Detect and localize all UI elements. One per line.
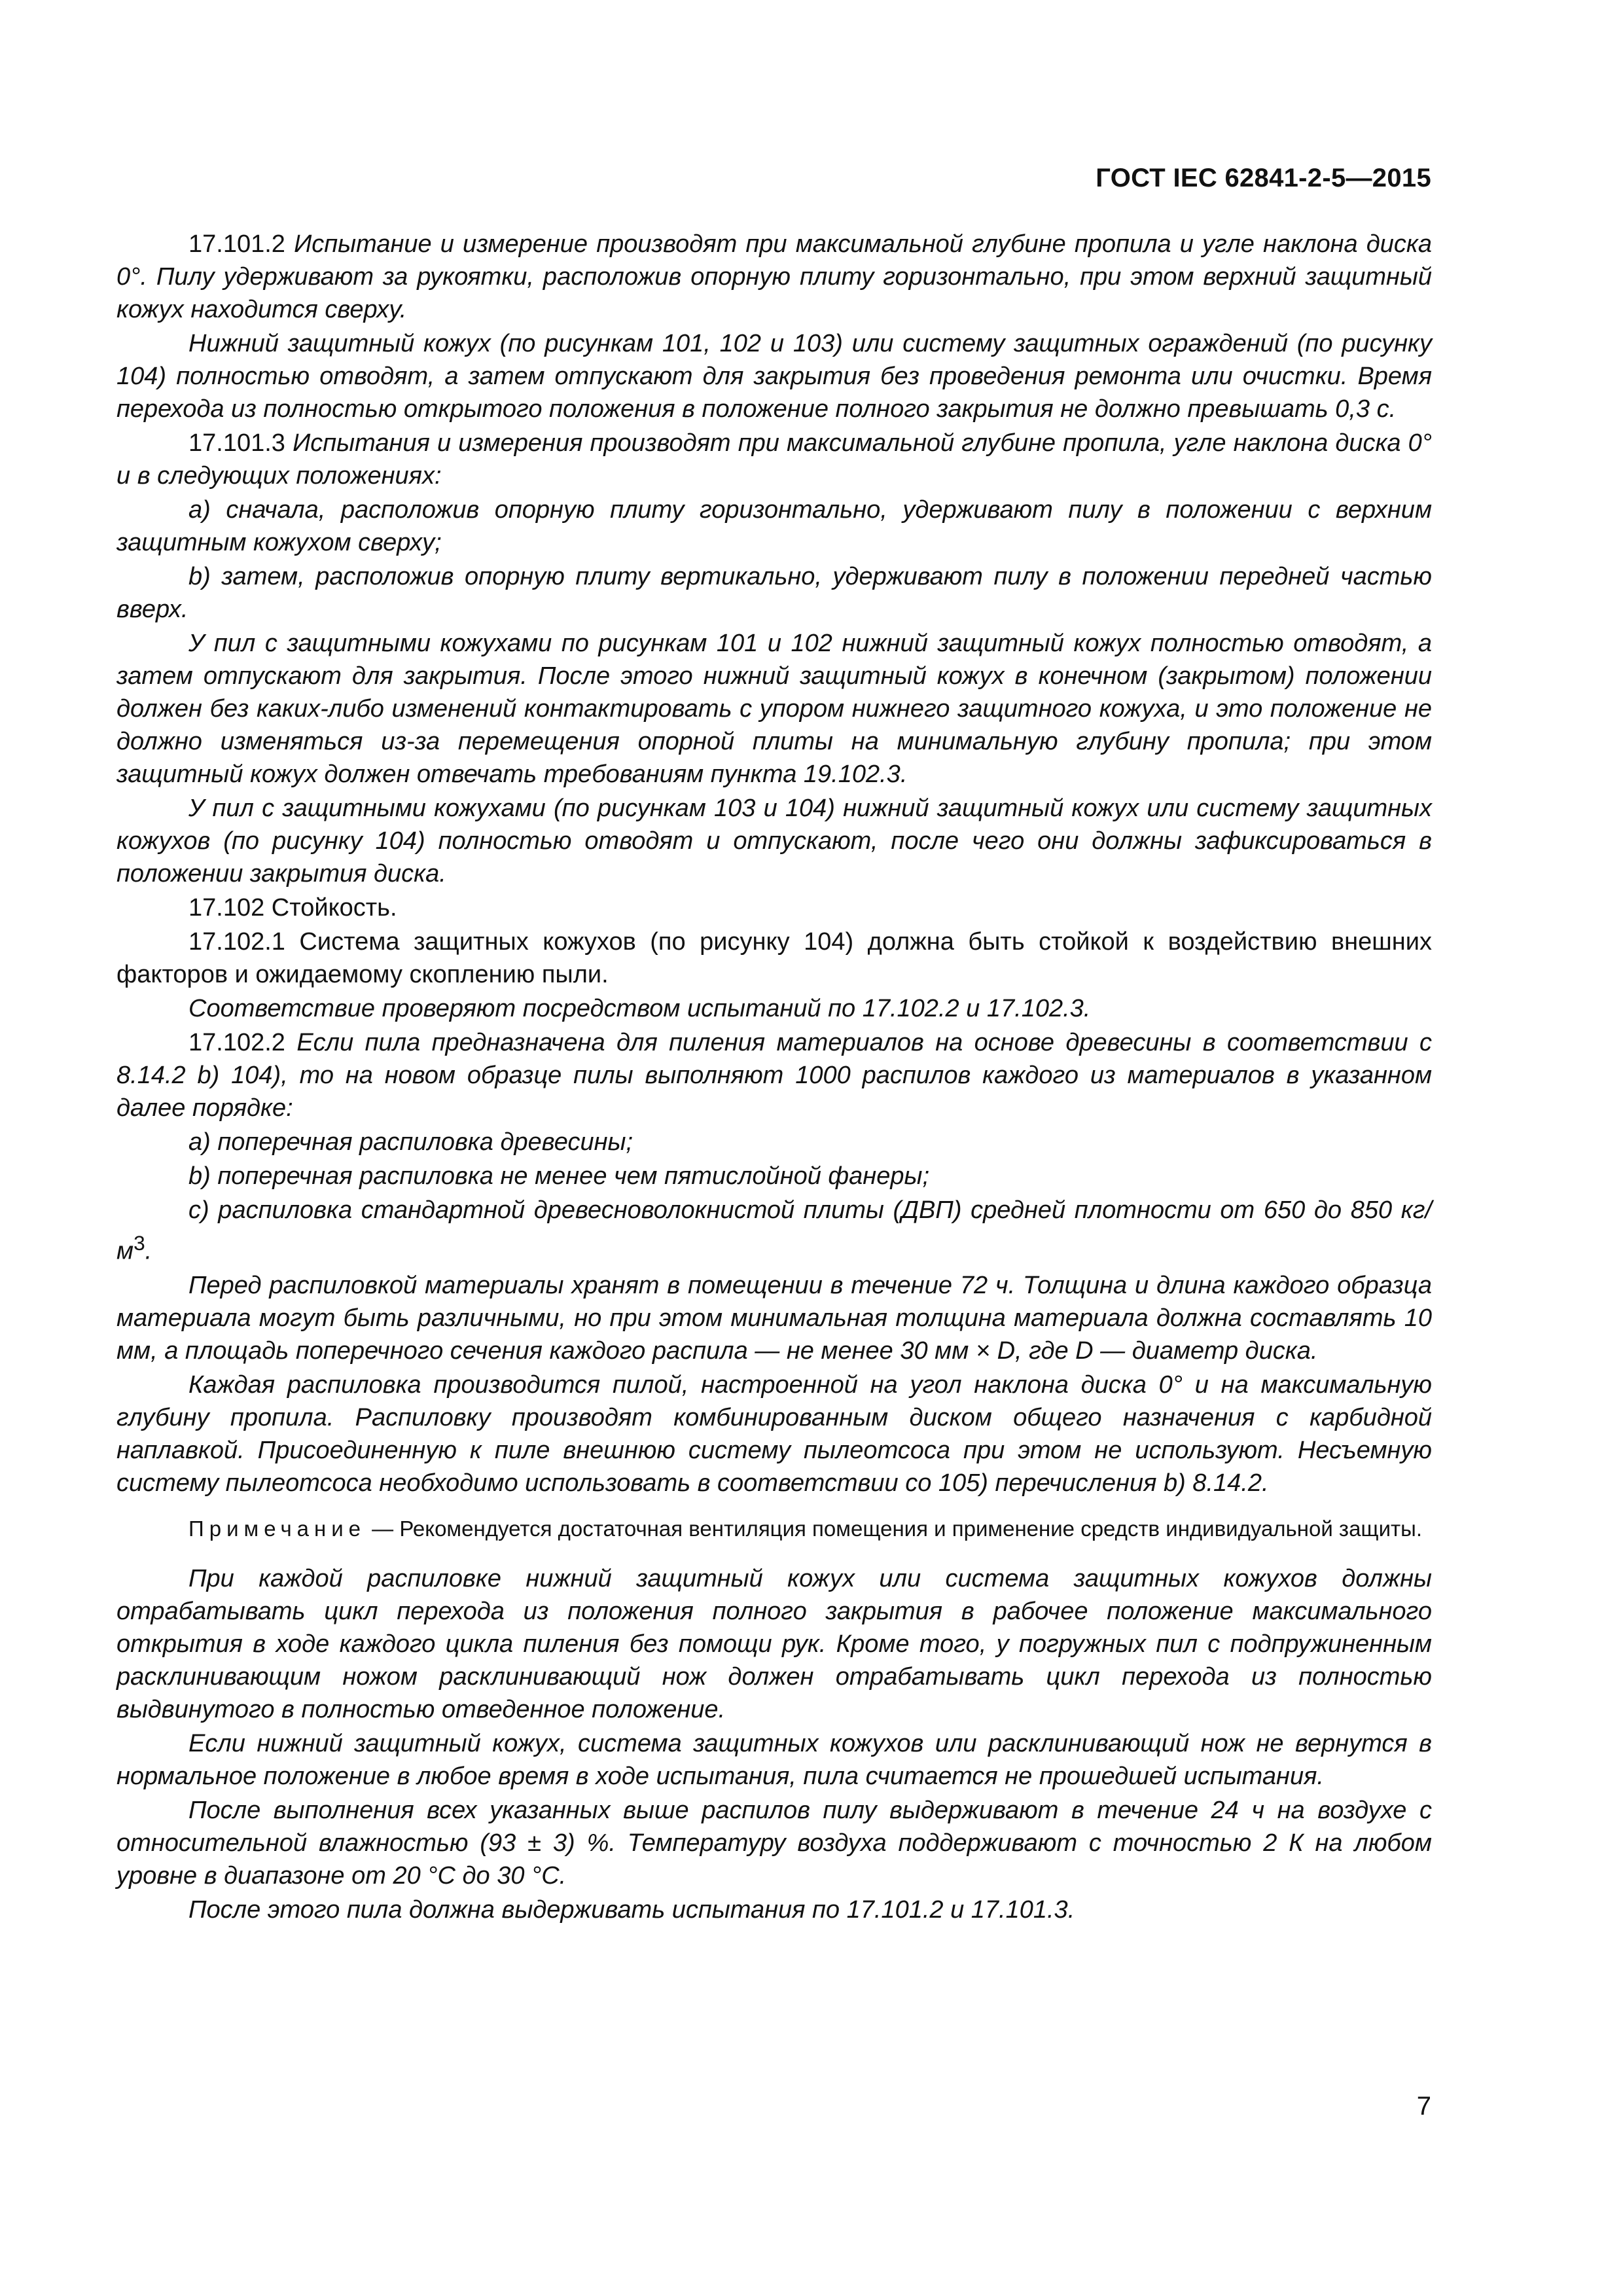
paragraph-text: Испытания и измерения производят при максимальной глубине пропила, угле наклона диска 0° и в следующих положениях: [116, 429, 1433, 490]
note-text: — Рекомендуется достаточная вентиляция помещения и применение средств индивидуальной защиты. [366, 1516, 1423, 1541]
note [116, 1514, 1432, 1544]
paragraph [116, 792, 1432, 890]
paragraph [116, 627, 1432, 791]
paragraph-text: У пил с защитными кожухами по рисункам 101 и 102 нижний защитный кожух полностью отводят, а затем отпускают для закрытия. После этого нижний защитный кожух в конечном (закрытом) положении должен без каких-либо изменений контактировать с упором нижнего защитного кожуха, и это положение не должно изменяться из-за перемещения опорной плиты на минимальную глубину пропила; при этом защитный кожух должен отвечать требованиям пункта 19.102.3. [116, 630, 1432, 788]
note-label: Примечание [188, 1516, 366, 1541]
paragraph [116, 1269, 1432, 1367]
paragraph-text: Если нижний защитный кожух, система защитных кожухов или расклинивающий нож не вернутся в нормальное положение в любое время в ходе испытания, пила считается не прошедшей испытания. [116, 1729, 1432, 1790]
paragraph [116, 1727, 1432, 1793]
clause-number: 17.101.3 [188, 429, 285, 457]
paragraph-text: После выполнения всех указанных выше распилов пилу выдерживают в течение 24 ч на воздухе с относительной влажностью (93 ± 3) %. Температуру воздуха поддерживают с точностью 2 К на любом уровне в диапазоне от 20 °С до 30 °С. [116, 1796, 1432, 1890]
paragraph-text: Каждая распиловка производится пилой, настроенной на угол наклона диска 0° и на максимальную глубину пропила. Распиловку производят комбинированным диском общего назначения с карбидной наплавкой. Присоединенную к пиле внешнюю систему пылеотсоса при этом не используют. Несъемную систему пылеотсоса необходимо использовать в соответствии со 105) перечисления b) 8.14.2. [116, 1371, 1432, 1497]
paragraph [116, 1893, 1432, 1926]
document-body [116, 228, 1432, 1928]
paragraph-text: Нижний защитный кожух (по рисункам 101, 102 и 103) или систему защитных ограждений (по рисунку 104) полностью отводят, а затем отпускают для закрытия без проведения ремонта или очистки. Время перехода из полностью открытого положения в положение полного закрытия не должно превышать 0,3 с. [116, 330, 1432, 423]
list-item-b [116, 560, 1432, 626]
list-item-a [116, 493, 1432, 559]
clause-number: 17.101.2 [188, 230, 285, 258]
paragraph-text: b) затем, расположив опорную плиту вертикально, удерживают пилу в положении передней частью вверх. [116, 563, 1432, 623]
list-item-b [116, 1160, 1432, 1193]
paragraph-text: Если пила предназначена для пиления материалов на основе древесины в соответствии с 8.14.2 b) 104), то на новом образце пилы выполняют 1000 распилов каждого из материалов в указанном далее порядке: [116, 1029, 1432, 1122]
paragraph-17-101-3 [116, 427, 1432, 492]
paragraph [116, 1794, 1432, 1892]
paragraph-text: Перед распиловкой материалы хранят в помещении в течение 72 ч. Толщина и длина каждого образца материала могут быть различными, но при этом минимальная толщина материала должна составлять 10 мм, а площадь поперечного сечения каждого распила — не менее 30 мм × D, где D — диаметр диска. [116, 1271, 1432, 1365]
list-item-a [116, 1126, 1432, 1158]
list-item-c [116, 1194, 1432, 1268]
paragraph [116, 992, 1432, 1025]
paragraph-text: a) поперечная распиловка древесины; [188, 1128, 633, 1156]
paragraph-text: 17.102.1 Система защитных кожухов (по рисунку 104) должна быть стойкой к воздействию внешних факторов и ожидаемому скоплению пыли. [116, 928, 1432, 988]
paragraph-text: c) распиловка стандартной древесноволокнистой плиты (ДВП) средней плотности от 650 до 850 кг/м [116, 1196, 1432, 1265]
paragraph-17-102-1 [116, 925, 1432, 991]
page-number: 7 [1416, 2092, 1431, 2121]
paragraph-text: Соответствие проверяют посредством испытаний по 17.102.2 и 17.102.3. [188, 995, 1091, 1022]
clause-number: 17.102.2 [188, 1029, 285, 1056]
paragraph-17-101-2 [116, 228, 1432, 326]
paragraph [116, 1369, 1432, 1499]
document-id-header: ГОСТ IEC 62841-2-5—2015 [1096, 164, 1431, 192]
paragraph-text: При каждой распиловке нижний защитный кожух или система защитных кожухов должны отрабатывать цикл перехода из положения полного закрытия в рабочее положение максимального открытия в ходе каждого цикла пиления без помощи рук. Кроме того, у погружных пил с подпружиненным расклинивающим ножом расклинивающий нож должен отрабатывать цикл перехода из полностью выдвинутого в полностью отведенное положение. [116, 1564, 1432, 1723]
paragraph-text: b) поперечная распиловка не менее чем пятислойной фанеры; [188, 1162, 930, 1190]
paragraph [116, 327, 1432, 425]
paragraph-text: У пил с защитными кожухами (по рисункам 103 и 104) нижний защитный кожух или систему защитных кожухов (по рисунку 104) полностью отводят и отпускают, после чего они должны зафиксироваться в положении закрытия диска. [116, 795, 1432, 888]
paragraph-text: После этого пила должна выдерживать испытания по 17.101.2 и 17.101.3. [188, 1895, 1075, 1924]
paragraph-text: a) сначала, расположив опорную плиту горизонтально, удерживают пилу в положении с верхним защитным кожухом сверху; [116, 496, 1432, 556]
paragraph-text: 17.102 Стойкость. [188, 894, 397, 922]
paragraph-17-102-2 [116, 1026, 1432, 1124]
paragraph-text: Испытание и измерение производят при максимальной глубине пропила и угле наклона диска 0°. Пилу удерживают за рукоятки, расположив опорную плиту горизонтально, при этом верхний защитный кожух находится сверху. [116, 230, 1432, 323]
paragraph [116, 1562, 1432, 1726]
paragraph-text-end: . [145, 1237, 152, 1265]
superscript: 3 [134, 1231, 145, 1255]
clause-heading-17-102 [116, 891, 1432, 924]
